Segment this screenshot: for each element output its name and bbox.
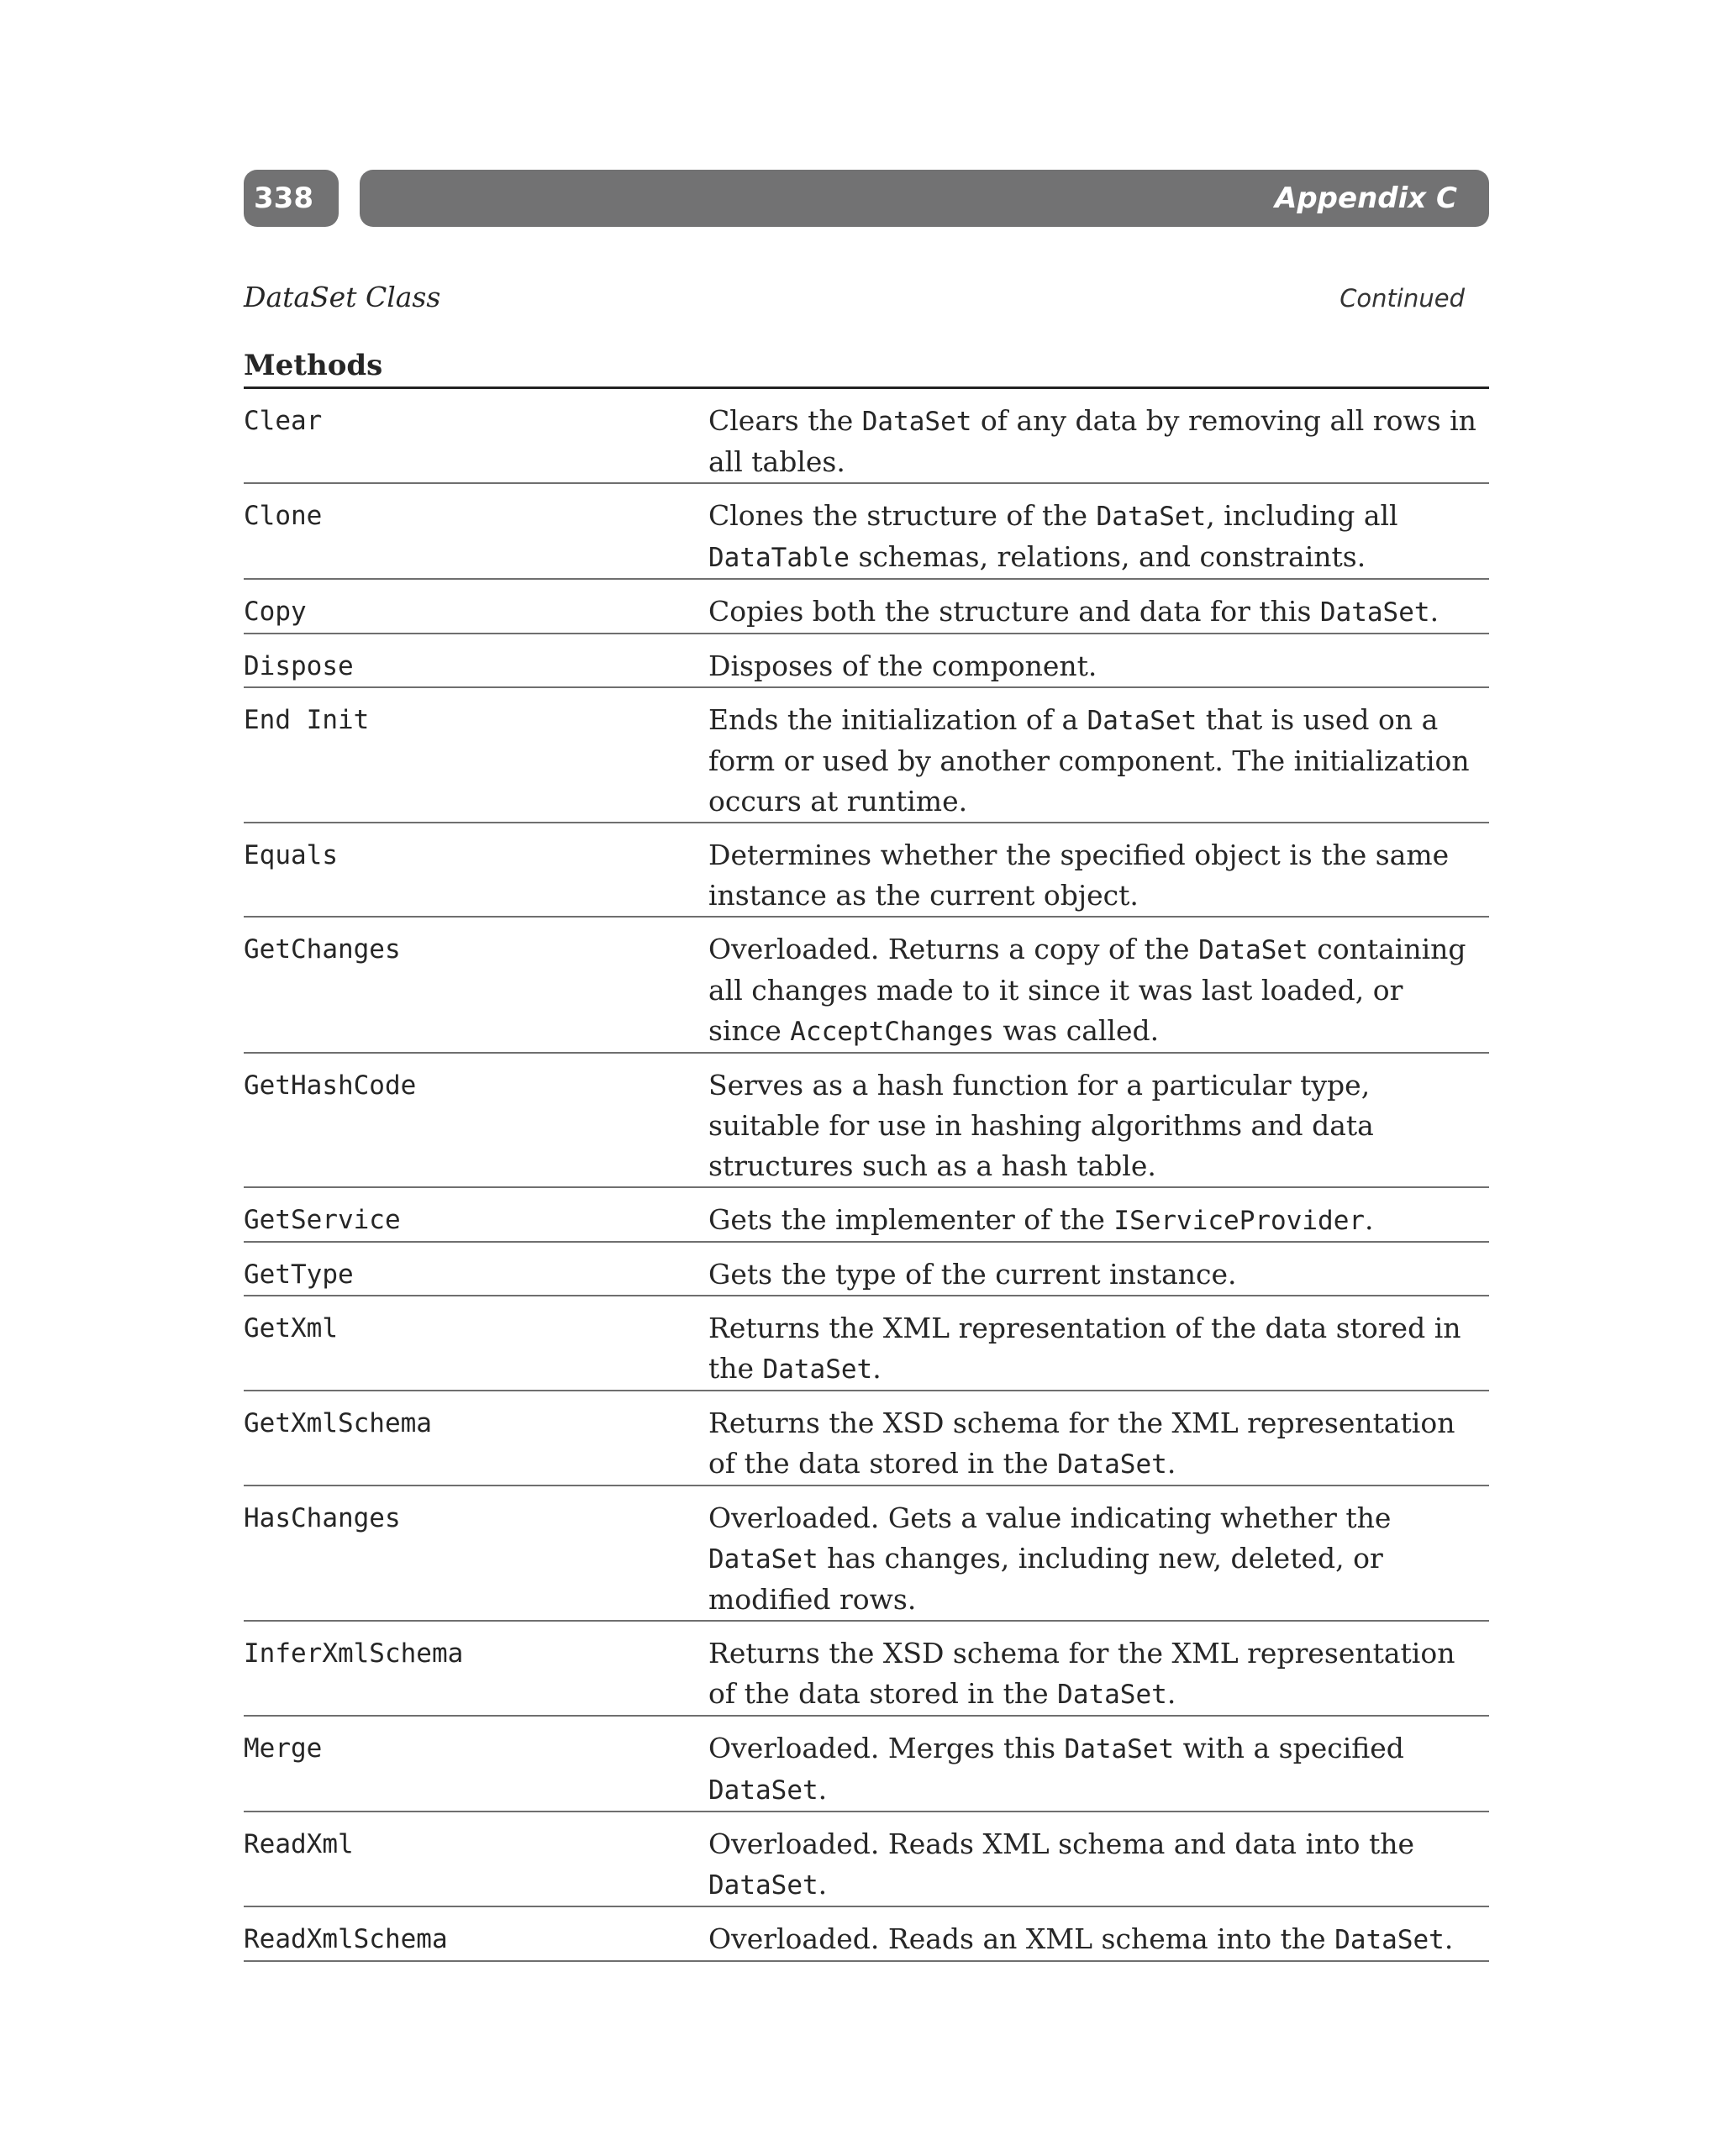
description-text: Disposes of the component.	[708, 649, 1097, 682]
method-description	[708, 1728, 1489, 1811]
table-row	[244, 1054, 1489, 1188]
method-name: Clear	[244, 406, 323, 436]
method-description	[708, 1308, 1489, 1390]
method-name: GetXml	[244, 1313, 338, 1344]
code-term: DataSet	[708, 1870, 818, 1901]
method-description	[708, 1065, 1489, 1186]
method-name: GetType	[244, 1259, 354, 1290]
code-term: DataSet	[1096, 502, 1207, 532]
code-term: DataSet	[1057, 1449, 1167, 1480]
table-row	[244, 1717, 1489, 1812]
code-term: DataSet	[762, 1354, 873, 1385]
description-text: Clones the structure of the	[708, 499, 1097, 532]
method-description	[708, 835, 1489, 916]
table-row	[244, 634, 1489, 688]
code-term: DataSet	[1319, 597, 1430, 628]
code-term: AcceptChanges	[790, 1017, 994, 1047]
description-text: of any data by removing all rows in all tables.	[708, 404, 1476, 478]
code-term: DataSet	[1064, 1734, 1175, 1764]
description-text: with a specified	[1174, 1732, 1404, 1764]
code-term: DataTable	[708, 543, 850, 573]
code-term: DataSet	[861, 407, 972, 437]
table-row	[244, 1812, 1489, 1907]
method-name: Dispose	[244, 651, 354, 681]
method-description	[708, 1824, 1489, 1906]
description-text: Ends the initialization of a	[708, 703, 1087, 736]
table-row	[244, 1391, 1489, 1486]
description-text: has changes, including new, deleted, or modified rows.	[708, 1542, 1383, 1616]
description-text: Returns the XML representation of the data stored in the	[708, 1312, 1461, 1385]
method-description	[708, 1254, 1489, 1295]
method-name: ReadXml	[244, 1829, 354, 1859]
table-row	[244, 1188, 1489, 1243]
method-description	[708, 401, 1489, 482]
method-name: Copy	[244, 597, 307, 627]
section-header: Appendix C	[360, 170, 1489, 227]
description-text: Returns the XSD schema for the XML representation of the data stored in the	[708, 1407, 1455, 1480]
table-row	[244, 484, 1489, 580]
code-term: DataSet	[1334, 1925, 1445, 1955]
description-text: .	[818, 1773, 828, 1806]
description-text: .	[872, 1352, 882, 1385]
code-term: DataSet	[1057, 1680, 1167, 1710]
description-text: Overloaded. Gets a value indicating whether the	[708, 1501, 1392, 1534]
table-caption: DataSet Class	[244, 281, 441, 313]
table-row	[244, 580, 1489, 634]
method-name: GetChanges	[244, 934, 401, 965]
description-text: .	[1166, 1447, 1176, 1480]
description-text: .	[818, 1868, 828, 1901]
table-body	[244, 389, 1489, 1962]
description-text: Overloaded. Reads an XML schema into the	[708, 1922, 1335, 1955]
method-name: GetXmlSchema	[244, 1408, 432, 1438]
table-heading: Methods	[244, 344, 1489, 389]
methods-table	[244, 344, 1489, 1962]
code-term: DataSet	[708, 1544, 818, 1575]
table-row	[244, 1243, 1489, 1296]
method-description	[708, 1200, 1489, 1241]
description-text: schemas, relations, and constraints.	[849, 540, 1366, 573]
description-text: Returns the XSD schema for the XML representation of the data stored in the	[708, 1637, 1455, 1710]
description-text: Overloaded. Merges this	[708, 1732, 1065, 1764]
code-term: DataSet	[1087, 706, 1197, 736]
description-text: Serves as a hash function for a particular type, suitable for use in hashing algorithms and data structures such as a hash table.	[708, 1069, 1374, 1182]
table-row	[244, 1296, 1489, 1391]
method-description	[708, 1633, 1489, 1715]
code-term: DataSet	[1198, 935, 1308, 965]
method-name: HasChanges	[244, 1503, 401, 1533]
table-row	[244, 1907, 1489, 1962]
method-name: GetService	[244, 1205, 401, 1235]
method-description	[708, 1498, 1489, 1620]
method-name: Clone	[244, 501, 323, 531]
table-row	[244, 1486, 1489, 1622]
code-term: IServiceProvider	[1113, 1206, 1366, 1236]
description-text: .	[1365, 1203, 1374, 1236]
code-term: DataSet	[708, 1775, 818, 1806]
page-number: 338	[244, 170, 339, 227]
description-text: Determines whether the specified object is the same instance as the current object.	[708, 839, 1450, 912]
description-text: , including all	[1206, 499, 1398, 532]
method-name: End Init	[244, 705, 370, 735]
method-name: GetHashCode	[244, 1070, 417, 1101]
method-description	[708, 1919, 1489, 1960]
method-description	[708, 592, 1489, 633]
method-name: Equals	[244, 840, 338, 870]
description-text: Copies both the structure and data for this	[708, 595, 1320, 628]
description-text: Clears the	[708, 404, 862, 437]
table-row	[244, 918, 1489, 1054]
method-name: InferXmlSchema	[244, 1638, 464, 1669]
description-text: Overloaded. Reads XML schema and data into the	[708, 1827, 1415, 1860]
method-description	[708, 700, 1489, 822]
table-row	[244, 688, 1489, 823]
table-row	[244, 1622, 1489, 1717]
description-text: .	[1444, 1922, 1454, 1955]
method-description	[708, 1403, 1489, 1485]
method-name: Merge	[244, 1733, 323, 1764]
method-description	[708, 929, 1489, 1052]
description-text: Overloaded. Returns a copy of the	[708, 933, 1199, 965]
description-text: was called.	[993, 1014, 1160, 1047]
description-text: Gets the implementer of the	[708, 1203, 1114, 1236]
description-text: containing all changes made to it since it was last loaded, or since	[708, 933, 1466, 1047]
description-text: .	[1166, 1677, 1176, 1710]
description-text: that is used on a form or used by another component. The initialization occurs at runtime.	[708, 703, 1470, 818]
table-row	[244, 823, 1489, 918]
method-description	[708, 646, 1489, 686]
description-text: .	[1429, 595, 1439, 628]
continued-label: Continued	[1339, 284, 1465, 313]
method-name: ReadXmlSchema	[244, 1924, 448, 1954]
method-description	[708, 496, 1489, 578]
table-row	[244, 389, 1489, 484]
description-text: Gets the type of the current instance.	[708, 1258, 1237, 1291]
